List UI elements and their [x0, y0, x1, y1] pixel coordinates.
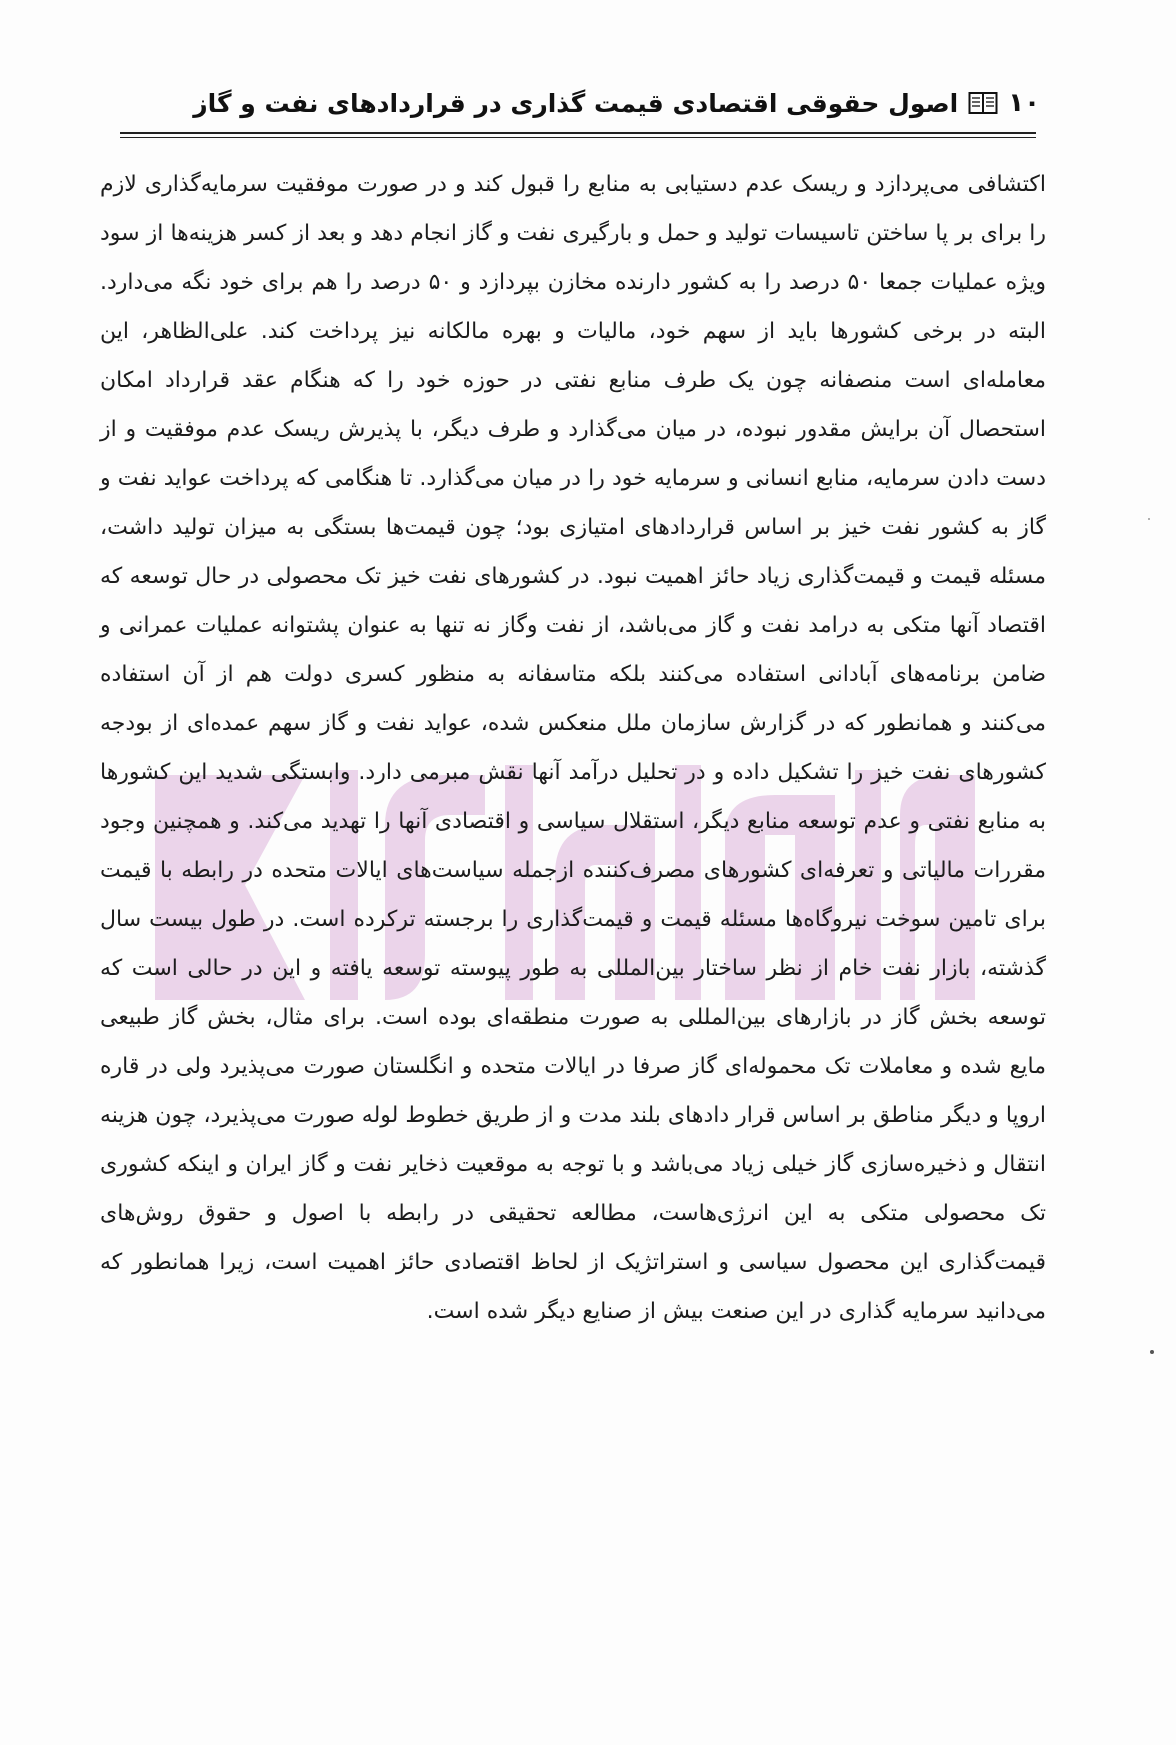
- body-text: [100, 160, 1046, 1336]
- body-paragraph: اکتشافی می‌پردازد و ریسک عدم دستیابی به منابع را قبول کند و در صورت موفقیت سرمایه‌گذاری لازم را برای بر پا ساختن تاسیسات تولید و حمل و بارگیری نفت و گاز انجام دهد و بعد از کسر هزینه‌ها از سود ویژه عملیات جمعا ۵۰ درصد را به کشور دارنده مخازن بپردازد و ۵۰ درصد را هم برای خود نگه می‌دارد. البته در برخی کشورها باید از سهم خود، مالیات و بهره مالکانه نیز پرداخت کند. علی‌الظاهر، این معامله‌ای است منصفانه چون یک طرف منابع نفتی در حوزه خود را که هنگام عقد قرارداد امکان استحصال آن برایش مقدور نبوده، در میان می‌گذارد و طرف دیگر، با پذیرش ریسک عدم موفقیت و از دست دادن سرمایه، منابع انسانی و سرمایه خود را در میان می‌گذارد. تا هنگامی که پرداخت عواید نفت و گاز به کشور نفت خیز بر اساس قراردادهای امتیازی بود؛ چون قیمت‌ها بستگی به میزان تولید داشت، مسئله قیمت و قیمت‌گذاری زیاد حائز اهمیت نبود. در کشورهای نفت خیز تک محصولی در حال توسعه که اقتصاد آنها متکی به درامد نفت و گاز می‌باشد، از نفت وگاز نه تنها به عنوان پشتوانه عملیات عمرانی و ضامن برنامه‌های آبادانی استفاده می‌کنند بلکه متاسفانه به منظور کسری دولت هم از آن استفاده می‌کنند و همانطور که در گزارش سازمان ملل منعکس شده، عواید نفت و گاز سهم عمده‌ای از بودجه کشورهای نفت خیز را تشکیل داده و در تحلیل درآمد آنها نقش مبرمی دارد. وابستگی شدید این کشورها به منابع نفتی و عدم توسعه منابع دیگر، استقلال سیاسی و اقتصادی آنها را تهدید می‌کند. و همچنین وجود مقررات مالیاتی و تعرفه‌ای کشورهای مصرف‌کننده ازجمله سیاست‌های ایالات متحده در رابطه با قیمت برای تامین سوخت نیروگاه‌ها مسئله قیمت و قیمت‌گذاری را برجسته ترکرده است. در طول بیست سال گذشته، بازار نفت خام از نظر ساختار بین‌المللی به طور پیوسته توسعه یافته و این در حالی است که توسعه بخش گاز در بازارهای بین‌المللی به صورت منطقه‌ای بوده است. برای مثال، بخش گاز طبیعی مایع شده و معاملات تک محموله‌ای گاز صرفا در ایالات متحده و انگلستان صورت می‌پذیرد ولی در قاره اروپا و دیگر مناطق بر اساس قرار دادهای بلند مدت و از طریق خطوط لوله صورت می‌پذیرد، چون هزینه انتقال و ذخیره‌سازی گاز خیلی زیاد می‌باشد و با توجه به موقعیت ذخایر نفت و گاز ایران و اینکه کشوری تک محصولی متکی به این انرژی‌هاست، مطالعه تحقیقی در رابطه با اصول و حقوق روش‌های قیمت‌گذاری این محصول سیاسی و استراتژیک از لحاظ اقتصادی حائز اهمیت است، زیرا همانطور که می‌دانید سرمایه گذاری در این صنعت بیش از صنایع دیگر شده است.: [100, 172, 1046, 1324]
- page-number: ۱۰: [1008, 88, 1040, 118]
- book-icon: [968, 91, 998, 115]
- header-rule-thin: [120, 137, 1036, 138]
- book-title: اصول حقوقی اقتصادی قیمت گذاری در قراردادهای نفت و گاز: [193, 88, 959, 118]
- header-rule: [120, 132, 1036, 134]
- scan-speck: [1150, 1350, 1154, 1354]
- running-header: [120, 78, 1040, 128]
- scan-speck: [1148, 518, 1150, 520]
